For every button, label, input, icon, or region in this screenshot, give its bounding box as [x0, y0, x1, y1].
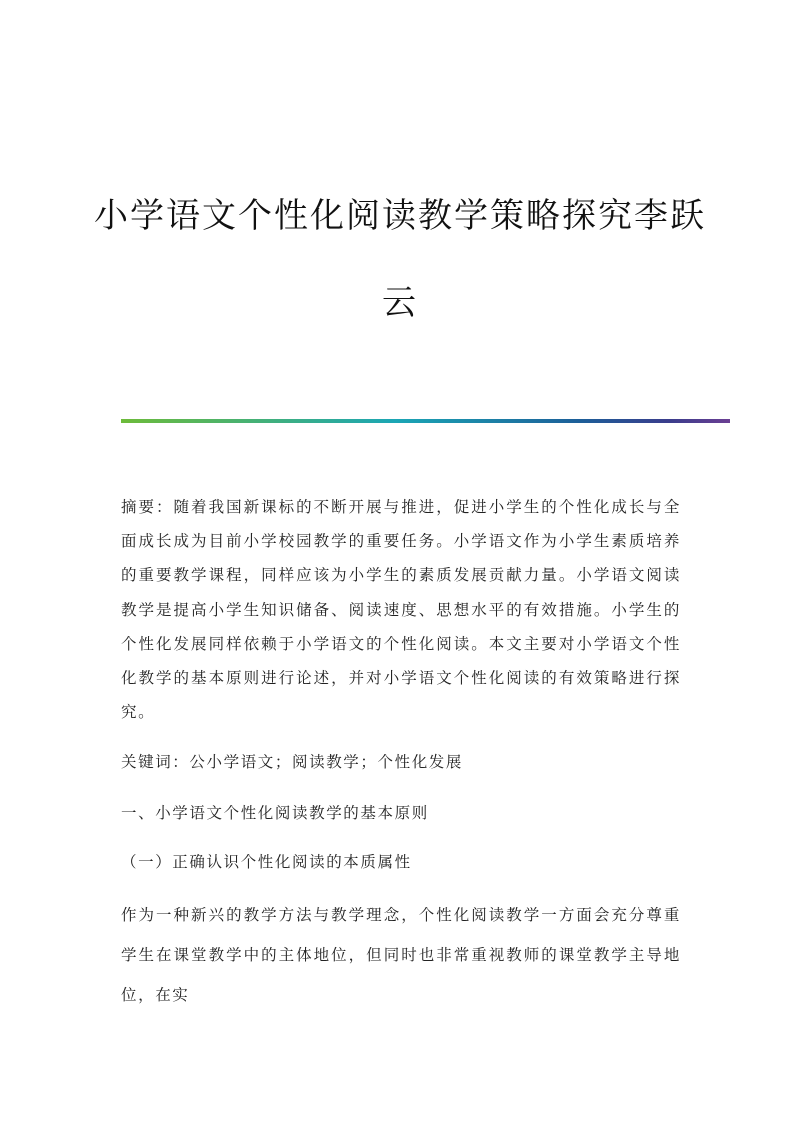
body-paragraph-1: 作为一种新兴的教学方法与教学理念，个性化阅读教学一方面会充分尊重学生在课堂教学中的主体地位，但同时也非常重视教师的课堂教学主导地位，在实 [121, 906, 681, 1004]
title-divider [121, 419, 730, 423]
abstract-paragraph: 摘要：随着我国新课标的不断开展与推进，促进小学生的个性化成长与全面成长成为目前小学校园教学的重要任务。小学语文作为小学生素质培养的重要教学课程，同样应该为小学生的素质发展贡献力量。小学语文阅读教学是提高小学生知识储备、阅读速度、思想水平的有效措施。小学生的个性化发展同样依赖于小学语文的个性化阅读。本文主要对小学语文个性化教学的基本原则进行论述，并对小学语文个性化阅读的有效策略进行探究。 [121, 498, 681, 722]
keywords-line: 关键词：公小学语文；阅读教学；个性化发展 [121, 753, 464, 771]
subsection-heading-1: （一）正确认识个性化阅读的本质属性 [121, 853, 412, 871]
section-heading-1: 一、小学语文个性化阅读教学的基本原则 [121, 804, 429, 822]
document-title-line-2: 云 [382, 283, 418, 323]
document-title-line-1: 小学语文个性化阅读教学策略探究李跃 [94, 196, 706, 236]
